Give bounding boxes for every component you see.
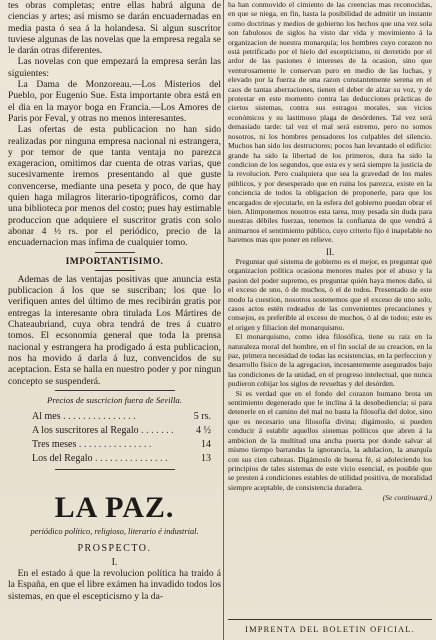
price-row: [8, 410, 221, 424]
left-column: [8, 0, 221, 640]
divider-rule: [55, 390, 175, 391]
column-divider: [223, 0, 224, 640]
right-paragraph-3: El monarquismo, como idea filosófica, tiene su raiz en la naturaleza moral del hombre, en el fin social de su creacion, en la paz, primera necesidad de todas las ecsistencias, en la perfeccion y desarrollo físico de la agregacion, incesantemente asegurados bajo las condiciones de la unidad, en el progreso intelectual, que nunca pudieron cobijar los siglos de revueltas y del desórden.: [228, 332, 432, 389]
left-paragraph-2: Las novelas con que empezará la empresa serán las siguientes:: [8, 56, 221, 79]
price-value: 14: [201, 439, 211, 451]
divider-rule: [95, 252, 135, 253]
left-paragraph-novels: La Dama de Monzoreau.—Los Misterios del Pueblo, por Eugenio Sue. Esta importante obra está en el dia en la mayor boga en Francia.—Los Amores de Paris por Feval, y otras no menos interesantes.: [8, 79, 221, 124]
price-label: Al mes . . .: [32, 410, 175, 424]
newspaper-title: LA PAZ.: [54, 491, 175, 525]
section-number: I.: [111, 556, 118, 568]
left-paragraph-important: Ademas de las ventajas positivas que anuncia esta publicacion á los que se suscriban; los que lo verifiquen antes del último de mes recibirán gratis por entregas la interesante obra titulada Los Mártires de Chateaubriand, cuya obra tendrá de tres á cuatro tomos. El ecsonomía general que toda la prensa nacional y estrangera ha prodigado á esta publicacion, nos ha movido á darla á luz, convencidos de su aceptacion. Esta se halla en nuestro poder y por ningun concepto se suspenderá.: [8, 273, 221, 387]
divider-rule: [55, 469, 175, 470]
newspaper-subtitle: periódico político, religioso, literario é industrial.: [30, 527, 199, 537]
prices-title: Precios de suscricion fuera de Sevilla.: [46, 394, 183, 405]
prospecto-heading: PROSPECTO.: [77, 543, 152, 555]
left-paragraph-1: tes obras completas; entre ellas habrá alguna de ciencias y artes; así mismo se darán encuadernadas en media pasta ó sea á la holandesa. Si algun suscritor tuviese algunas de las novelas que la empresa regala se le darán otras diferentes.: [8, 0, 221, 57]
right-paragraph-4: Si es verdad que en el fondo del corazon humano brota un sentimiento degenerado que le inclina á la desobediencia; si para detenerle en el camino del mal no basta la filosofía del dolor, sino que es necesario una filosofía divina; digámoslo, si pueden conducir á establir aquellos sistemas políticos que abren á la ambicion de la multitud una ancha puerta por donde salvar al mismo tiempo barrandas la ignorancia, la adulacion, la anarquía con sus cien cabezas. Digámoslo de buena fé, si adoleciendo los principios de tales sistemas de este vicio esencial, es posible que se presten á condiciones estables de utilidad positiva, de moralidad siempre aceptable, de consistencia duradera.: [228, 388, 432, 492]
price-label: Los del Regalo . . .: [32, 452, 175, 466]
price-value: 13: [201, 453, 211, 465]
printer-imprint: IMPRENTA DEL BOLETIN OFICIAL.: [245, 625, 415, 634]
left-paragraph-offers: Las ofertas de esta publicacion no han sido realizadas por ninguna empresa nacional ni estrangera, y por temor de que tanta ventaja no parezca exageracion, omitimos dar cuenta de otras varias, que sucesivamente iremos presentando al que guste convencerse, mediante una peseta y poco, de que hay quien haga milagros literario-tipográficos, como dar una biblioteca por menos del costo; pues hay estimable produccion que adquiere el suscritor gratis con solo abonar 4 ½ rs. por el periódico, precio de la encuadernacion mas ínfima de cualquier tomo.: [8, 124, 221, 249]
price-value: 4 ½: [196, 425, 211, 437]
right-paragraph-2: Preguntar qué sistema de gobierno es el mejor, es preguntar qué organizacion política ocasiona menores males por el abuso y la pasion del poder supremo, es preguntar quién haya menos daño, si el exceso de uno, ó de muchos, ó el de todos. Presentado de este modo la cuestion, nosotros sostenemos que el exceso de uno solo, casos actos estén rodeados de las convenientes precauciones y consejos, es preferible al exceso de muchos, ó al de todos; este es el origen y filiacion del monarquismo.: [228, 256, 432, 332]
price-value: 5 rs.: [193, 411, 211, 423]
price-row: [8, 424, 221, 438]
prices-table: [8, 410, 221, 466]
price-row: [8, 438, 221, 452]
heading-importantisimo: IMPORTANTISIMO.: [65, 255, 164, 267]
continuation-note: (Se continuará.): [382, 493, 432, 503]
right-column: [228, 0, 432, 640]
price-label: Tres meses . . .: [32, 438, 175, 452]
right-paragraph-1: ha han conmovido el cimiento de las creencias mas reconocidas, en que se niega, en fin, hasta la posibilidad de admitir un instante como doctrinas y medios de gobierno los hechos que una vez sola son fabulosos de siglos ha visto dar vida y movimiento á la organizacion de nuestra monarquía; los hombres cuyo corazon no está petrificado por el hielo del escepticismo, ni derretido por el ardor de las pasiones é intereses de la ocasion, sino que venturosamente le conservan puro en medio de las luchas, y elevado por la fuerza de una razon constantemente serena en el caos de tantas aberraciones, tienen el deber de alzar su voz, y de protestar en este momento contra las deducciones prácticas de ciertos sistemas, contra sus estragos morales, sus vicios económicos y su lastimoso plaga de desórdenes. Tal vez será demasiado tarde: tal vez el mal será estremo, pero no somos nosotros, ni los hombres pensadores los culpables del silencio. Muchos han sido los destructores; pocos han levantado el edificio: grande ha sido la libertad de los primeros, dura ha sido la condicion de los segundos, que esta es y será siempre la justicia de la revolucion. Pero cualquiera que sea la gravedad de los males públicos, y por desesperado que en ruina los parezca, existe en la conciencia de todos la obligacion de proponerle, para que los encargados de ejecutarle, en la esfera del gobierno puedan obrar el bien. Alimponemos nosotros esta tarea, muy pesada sin duda para nuestras débiles fuerzas, tenemos la confianza de que vendrá á animarnos el sentimiento público, cuyo criterio fijo é inapelable no haremos mas que poner en relieve.: [228, 0, 432, 245]
price-label: A los suscritores al Regalo . . .: [32, 424, 175, 438]
footer-rule: [228, 619, 432, 620]
divider-rule: [95, 270, 135, 271]
left-paragraph-prospecto: En el estado á que la revolucion política ha traido á la España, en que el libre exámen ha invadido todos los sistemas, en que el escepticismo y la da-: [8, 567, 221, 602]
price-row: [8, 452, 221, 466]
section-number: II.: [325, 246, 335, 257]
